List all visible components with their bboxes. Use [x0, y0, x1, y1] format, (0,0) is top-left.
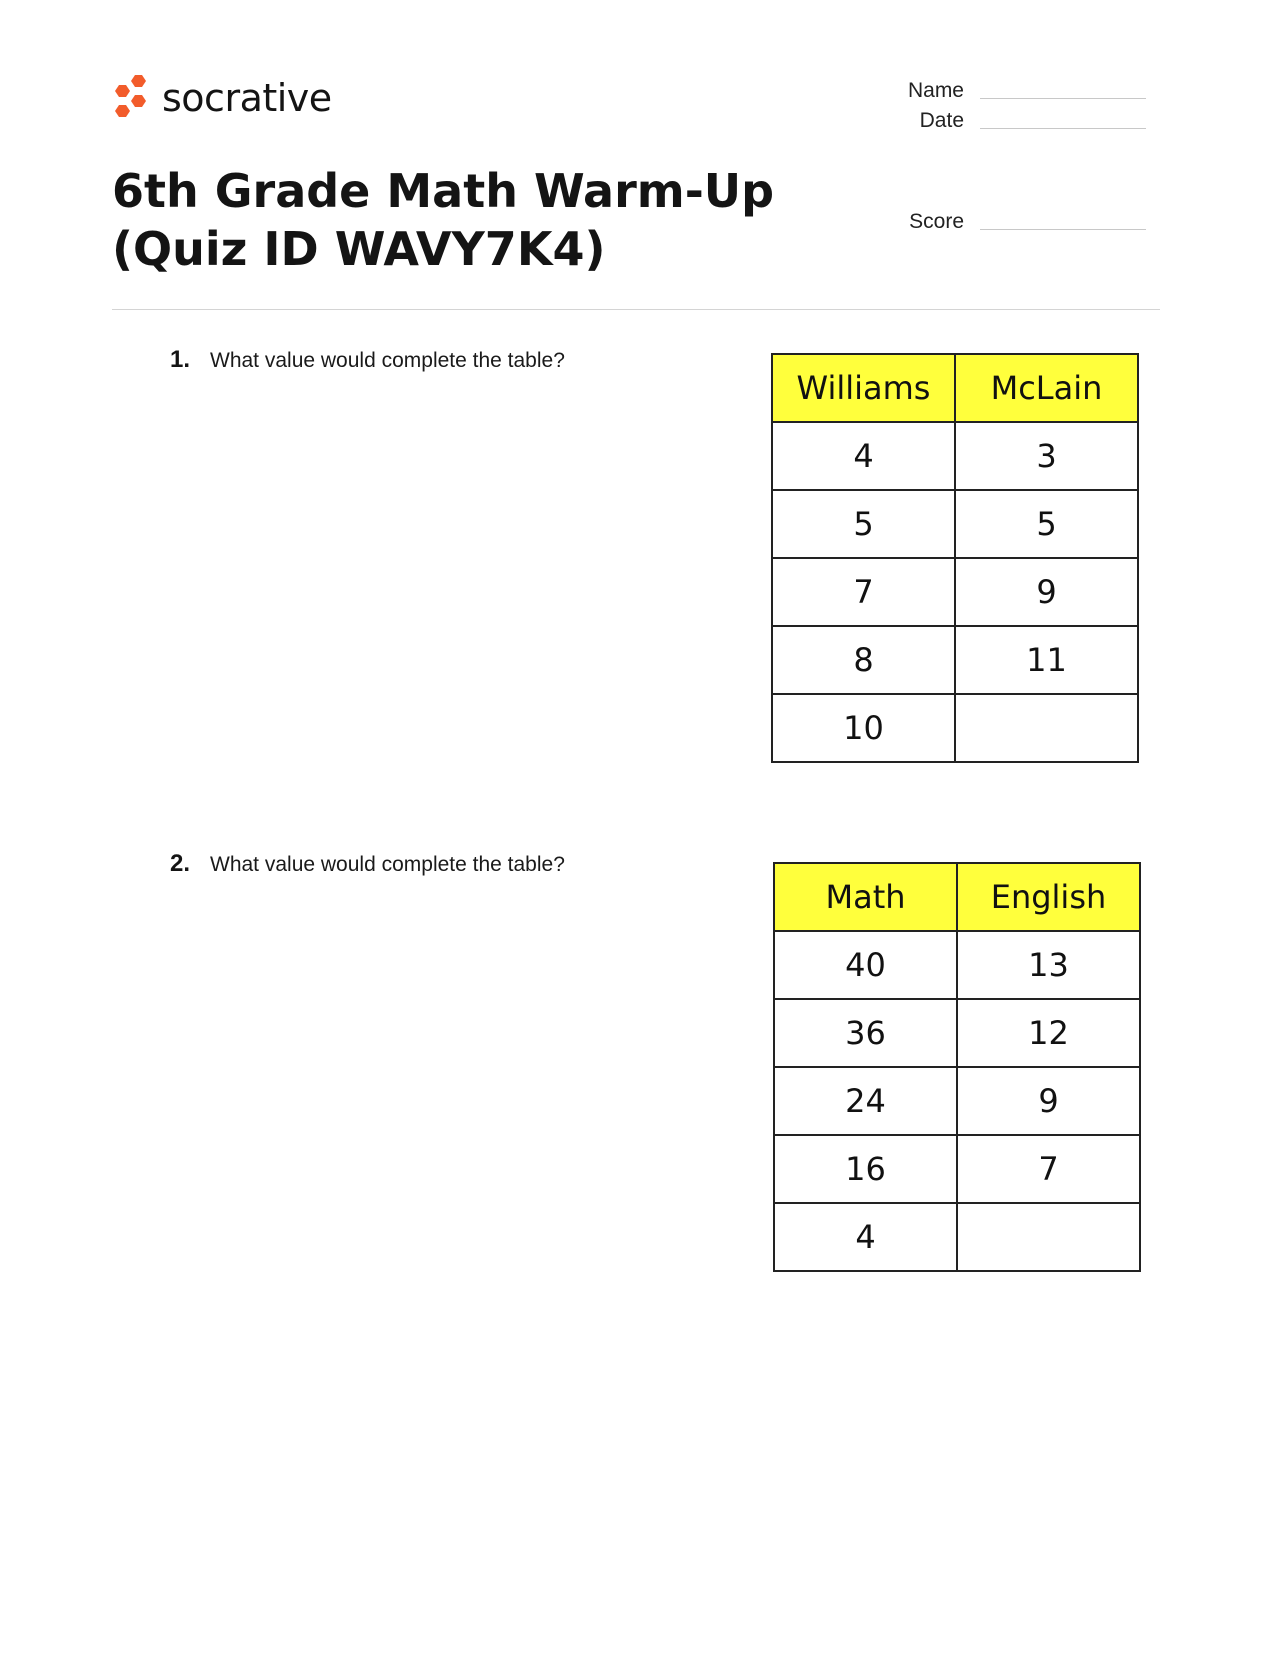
table-row	[772, 558, 1138, 626]
table-cell: 4	[772, 422, 955, 490]
table-row	[774, 999, 1140, 1067]
table-row	[772, 626, 1138, 694]
header-divider	[112, 309, 1160, 310]
table-cell: 24	[774, 1067, 957, 1135]
date-line	[980, 128, 1146, 129]
question-1-table	[771, 353, 1139, 763]
table-header-cell: Math	[774, 863, 957, 931]
table-cell: 13	[957, 931, 1140, 999]
table-row	[772, 694, 1138, 762]
score-label: Score	[909, 210, 964, 233]
date-label: Date	[919, 109, 964, 132]
question-number: 2.	[170, 850, 191, 877]
table-cell: 9	[955, 558, 1138, 626]
score-field	[830, 211, 1146, 232]
page-title: 6th Grade Math Warm-Up (Quiz ID WAVY7K4)	[112, 164, 775, 276]
date-field	[830, 110, 1146, 131]
table-cell: 36	[774, 999, 957, 1067]
table-row	[772, 422, 1138, 490]
table-cell: 7	[957, 1135, 1140, 1203]
table-row	[774, 1067, 1140, 1135]
table-cell: 16	[774, 1135, 957, 1203]
name-line	[980, 98, 1146, 99]
table-cell: 11	[955, 626, 1138, 694]
table-cell: 9	[957, 1067, 1140, 1135]
table-header-cell: McLain	[955, 354, 1138, 422]
blank-answer-cell	[957, 1203, 1140, 1271]
table-row	[774, 931, 1140, 999]
table-cell: 10	[772, 694, 955, 762]
score-line	[980, 229, 1146, 230]
question-number: 1.	[170, 346, 191, 373]
question-text: What value would complete the table?	[210, 853, 565, 876]
table-cell: 4	[774, 1203, 957, 1271]
table-row	[772, 490, 1138, 558]
question-text: What value would complete the table?	[210, 349, 565, 372]
question-2	[170, 850, 565, 878]
table-cell: 8	[772, 626, 955, 694]
socrative-logo	[112, 72, 332, 124]
table-row	[774, 1135, 1140, 1203]
brand-name: socrative	[162, 76, 332, 120]
table-row	[774, 1203, 1140, 1271]
question-2-table	[773, 862, 1141, 1272]
table-cell: 7	[772, 558, 955, 626]
table-header-row	[774, 863, 1140, 931]
table-cell: 12	[957, 999, 1140, 1067]
name-field	[830, 80, 1146, 101]
table-header-cell: Williams	[772, 354, 955, 422]
question-1	[170, 346, 565, 374]
name-label: Name	[907, 79, 964, 102]
socrative-hexagon-icon	[112, 73, 150, 123]
table-header-cell: English	[957, 863, 1140, 931]
table-header-row	[772, 354, 1138, 422]
table-cell: 40	[774, 931, 957, 999]
table-cell: 5	[955, 490, 1138, 558]
table-cell: 5	[772, 490, 955, 558]
table-cell: 3	[955, 422, 1138, 490]
blank-answer-cell	[955, 694, 1138, 762]
